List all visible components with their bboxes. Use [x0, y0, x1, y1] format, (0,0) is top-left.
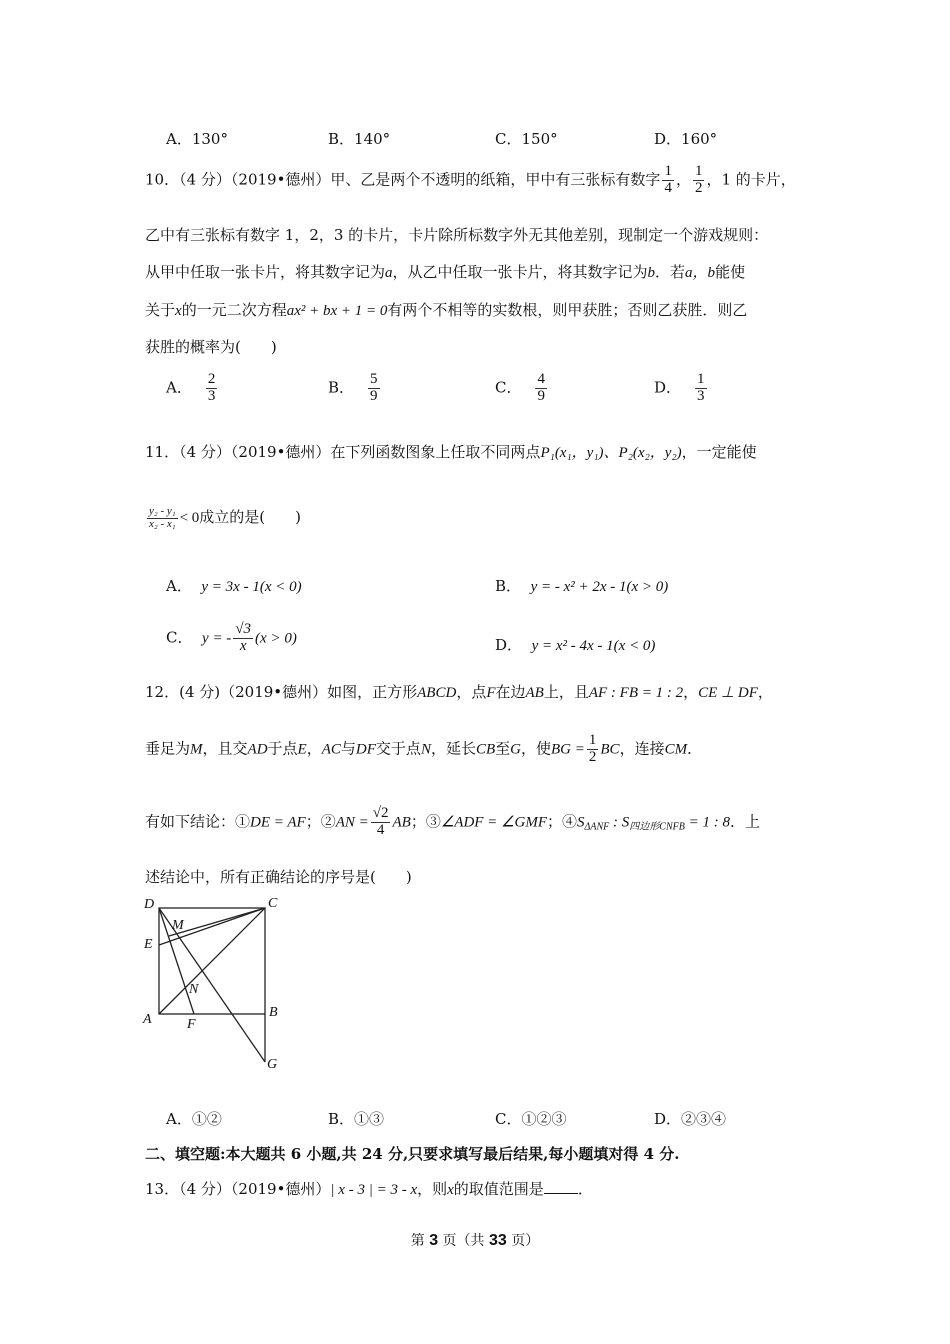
q12-option-a: A．①②	[166, 1110, 222, 1128]
label-g: G	[267, 1057, 278, 1072]
q10-line1: 10．（4 分）（2019•德州）甲、乙是两个不透明的纸箱，甲中有三张标有数字 $\frac{1}{4}$ ， $\frac{1}{2}$ ，1 的卡片，	[145, 163, 796, 196]
label-f: F	[187, 1017, 196, 1032]
q13-line: 13．（4 分）（2019•德州）| x - 3 | = 3 - x，则x的取值范围是 ．	[145, 1180, 593, 1198]
section-2-heading: 二、填空题:本大题共 6 小题,共 24 分,只要求填写最后结果,每小题填对得 4 分.	[145, 1145, 680, 1163]
label-n: N	[189, 982, 199, 997]
label-a: A	[143, 1012, 152, 1027]
q10-line4: 关于x的一元二次方程ax² + bx + 1 = 0有两个不相等的实数根，则甲获胜；否则乙获胜．则乙	[145, 301, 748, 319]
q11-option-c: C． y = - $\frac{√3}{x}$ (x > 0)	[166, 621, 297, 654]
label-d: D	[144, 897, 155, 912]
square-geometry-figure	[140, 892, 290, 1074]
label-e: E	[144, 937, 153, 952]
q11-line2: $\frac{\text{y₂ - y₁}}{\text{x₂ - x₁}}$ < 0成立的是( )	[149, 505, 302, 530]
q10-option-c: C． $\frac{4}{9}$	[495, 371, 545, 404]
label-m: M	[172, 918, 184, 933]
q12-option-d: D．②③④	[654, 1110, 727, 1128]
q12-line2: 垂足为M，且交AD于点E，AC与DF交于点N，延长CB至G，使BG = $\frac{1}{2}$ BC，连接CM．	[145, 732, 703, 765]
q12-option-c: C．①②③	[495, 1110, 567, 1128]
q10-line3: 从甲中任取一张卡片，将其数字记为a，从乙中任取一张卡片，将其数字记为b．若a，b能使	[145, 263, 746, 281]
q10-option-b: B． $\frac{5}{9}$	[328, 371, 378, 404]
q11-option-d: D． y = x² - 4x - 1(x < 0)	[495, 636, 656, 654]
q10-option-d: D． $\frac{1}{3}$	[654, 371, 705, 404]
q10-line2: 乙中有三张标有数字 1，2，3 的卡片，卡片除所标数字外无其他差别，现制定一个游戏规则：	[145, 226, 769, 244]
q9-option-b: B．140°	[328, 130, 391, 148]
label-b: B	[269, 1005, 278, 1020]
q11-option-b: B． y = - x² + 2x - 1(x > 0)	[495, 577, 669, 595]
q10-line5: 获胜的概率为( )	[145, 338, 277, 356]
q11-line1: 11．（4 分）（2019•德州）在下列函数图象上任取不同两点P₁(x₁，y₁)、P₂(x₂，y₂)，一定能使	[145, 443, 757, 461]
q11-option-a: A． y = 3x - 1(x < 0)	[166, 577, 302, 595]
slope-fraction: $\frac{\text{y₂ - y₁}}{\text{x₂ - x₁}}$	[149, 505, 176, 530]
fraction-half: $\frac{1}{2}$	[694, 163, 703, 196]
label-c: C	[268, 896, 278, 911]
q9-option-d: D．160°	[654, 130, 718, 148]
answer-blank[interactable]	[544, 1179, 578, 1194]
q12-line1: 12．(4 分)（2019•德州）如图，正方形ABCD，点F在边AB上，且AF : FB = 1 : 2，CE ⊥ DF，	[145, 683, 773, 701]
q9-option-a: A．130°	[166, 130, 228, 148]
q12-line4: 述结论中，所有正确结论的序号是( )	[145, 868, 412, 886]
q9-option-c: C．150°	[495, 130, 558, 148]
q12-line3: 有如下结论：①DE = AF；②AN = $\frac{√2}{4}$ AB；③∠ADF = ∠GMF；$④S_{\Delta ANF}$ : $S_{四边形CNFB} = 1$ : 8．上	[145, 805, 760, 838]
page-footer: 第 3 页（共 33 页）	[410, 1232, 540, 1249]
q10-option-a: A． $\frac{2}{3}$	[166, 371, 216, 404]
q12-option-b: B．①③	[328, 1110, 385, 1128]
fraction-quarter: $\frac{1}{4}$	[664, 163, 672, 196]
